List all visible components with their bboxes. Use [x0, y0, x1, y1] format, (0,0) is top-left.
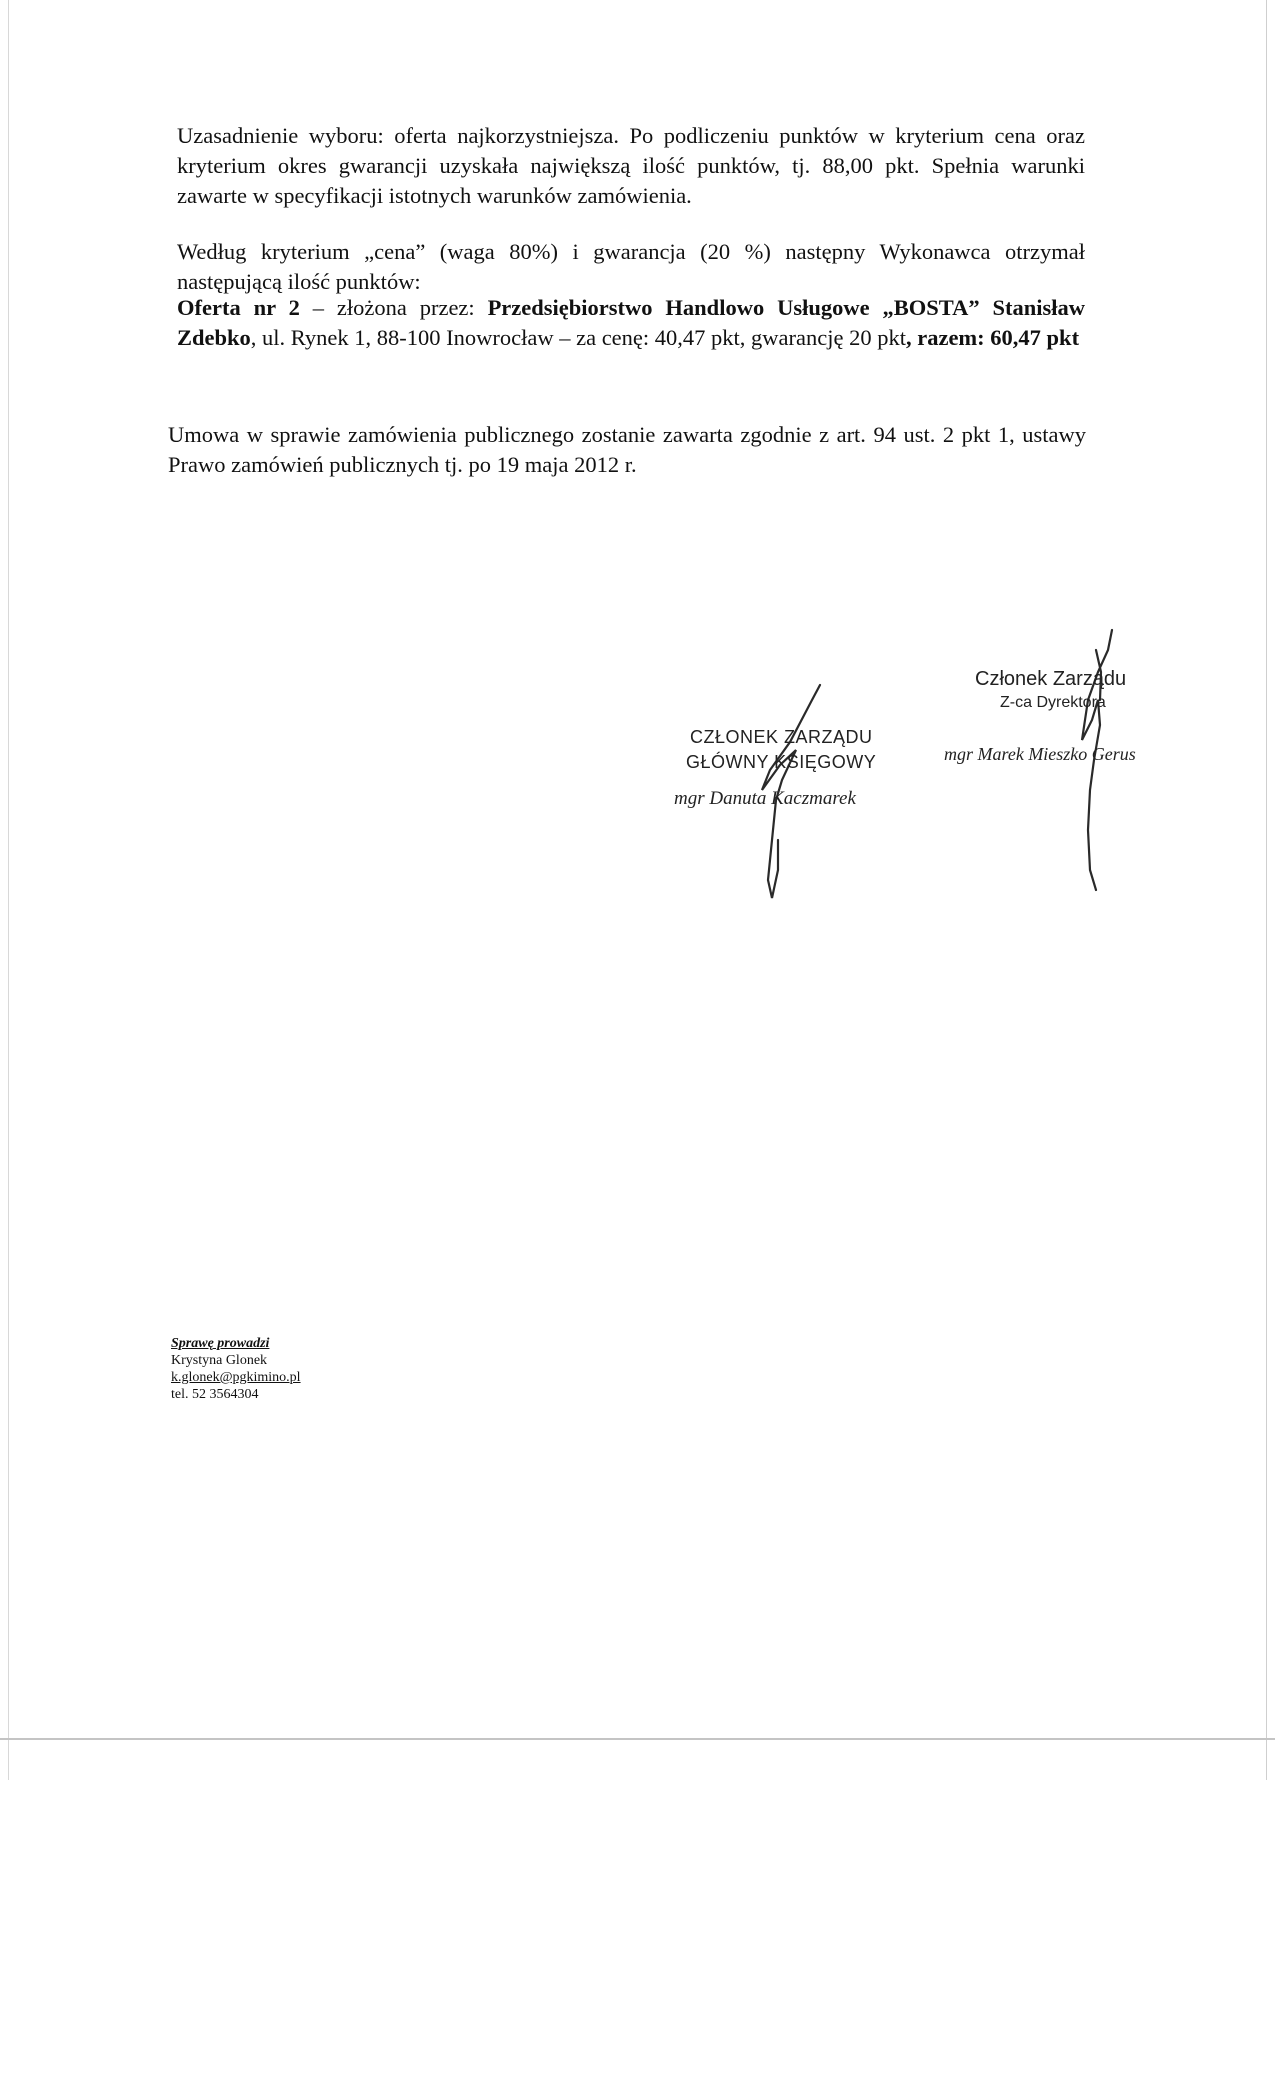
footer-title: Sprawę prowadzi [171, 1336, 270, 1351]
contract-paragraph: Umowa w sprawie zamówienia publicznego zostanie zawarta zgodnie z art. 94 ust. 2 pkt 1, ustawy Prawo zamówień publicznych tj. po 19 maja 2012 r. [168, 422, 1086, 477]
offer-address: , ul. Rynek 1, 88-100 Inowrocław – za cenę: 40,47 pkt, gwarancję 20 pkt [250, 325, 906, 350]
criteria-paragraph: Według kryterium „cena” (waga 80%) i gwarancja (20 %) następny Wykonawca otrzymał następującą ilość punktów: [177, 239, 1085, 294]
offer-total: , razem: 60,47 pkt [905, 325, 1080, 350]
footer-email: k.glonek@pgkimino.pl [171, 1370, 301, 1385]
offer-label: Oferta nr 2 [177, 295, 300, 320]
offer-company: Przedsiębiorstwo Handlowo Usługowe „BOSTA” Stanisław Zdebko [177, 295, 1085, 350]
scan-edge-left [8, 0, 9, 1780]
offer-paragraph [177, 293, 1085, 353]
scan-edge-right [1266, 0, 1267, 1780]
contact-footer [171, 1335, 301, 1403]
justification-paragraph: Uzasadnienie wyboru: oferta najkorzystniejsza. Po podliczeniu punktów w kryterium cena oraz kryterium okres gwarancji uzyskała największą ilość punktów, tj. 88,00 pkt. Spełnia warunki zawarte w specyfikacji istotnych warunków zamówienia. [177, 123, 1085, 208]
footer-name: Krystyna Glonek [171, 1353, 268, 1368]
right-stamp-name: mgr Marek Mieszko Gerus [944, 744, 1136, 764]
left-stamp-subtitle: GŁÓWNY KSIĘGOWY [686, 752, 877, 772]
left-stamp-title: CZŁONEK ZARZĄDU [690, 727, 873, 747]
right-stamp-subtitle: Z-ca Dyrektora [1000, 694, 1106, 711]
offer-mid: – złożona przez: [299, 295, 488, 320]
right-stamp-title: Członek Zarządu [975, 668, 1127, 690]
scan-bottom-edge [0, 1738, 1275, 1740]
footer-phone: tel. 52 3564304 [171, 1387, 259, 1402]
left-stamp-name: mgr Danuta Kaczmarek [674, 788, 856, 809]
